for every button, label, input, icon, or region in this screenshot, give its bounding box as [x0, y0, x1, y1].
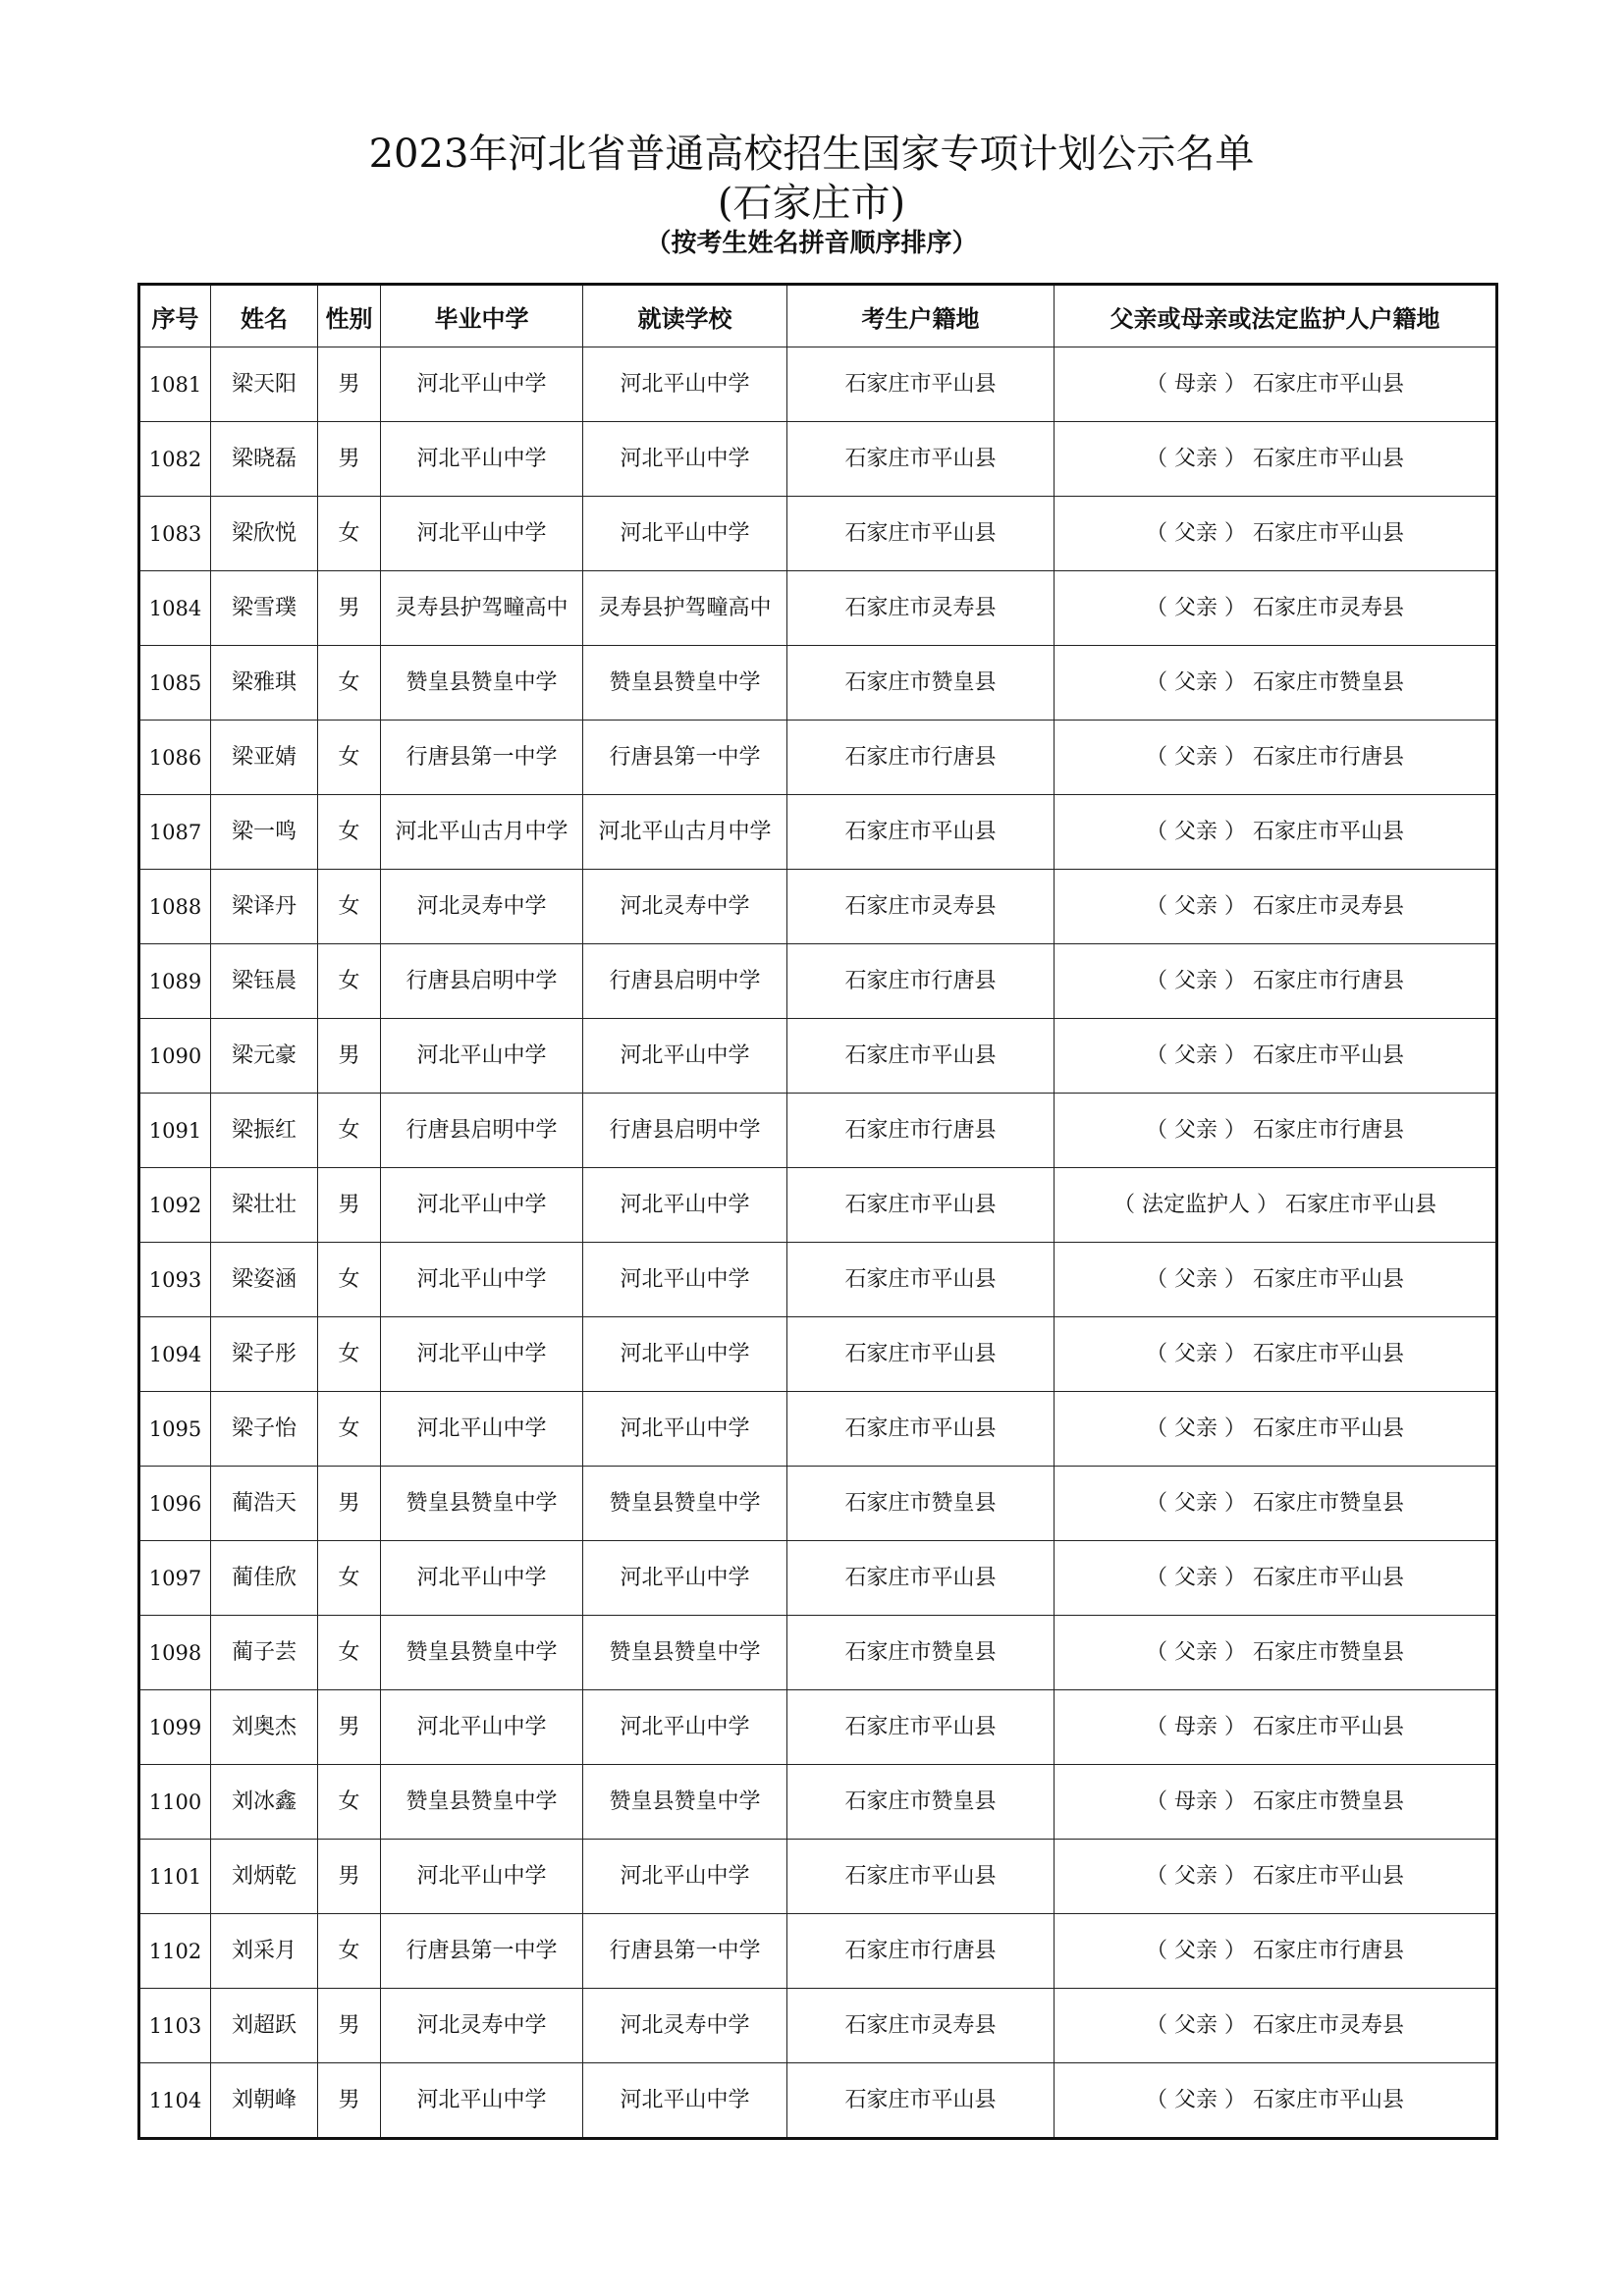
cell-graduation-school: 河北平山中学 — [381, 497, 583, 571]
table-row — [139, 1317, 1497, 1392]
cell-name: 梁欣悦 — [211, 497, 318, 571]
cell-current-school: 河北平山中学 — [583, 1243, 787, 1317]
cell-student-residence: 石家庄市平山县 — [787, 1019, 1055, 1094]
cell-name: 梁晓磊 — [211, 422, 318, 497]
cell-gender: 男 — [318, 571, 381, 646]
cell-student-residence: 石家庄市平山县 — [787, 1541, 1055, 1616]
cell-current-school: 河北平山中学 — [583, 2063, 787, 2139]
cell-graduation-school: 河北平山中学 — [381, 1541, 583, 1616]
table-row — [139, 571, 1497, 646]
cell-gender: 男 — [318, 1168, 381, 1243]
table-row — [139, 1168, 1497, 1243]
cell-graduation-school: 河北平山中学 — [381, 1168, 583, 1243]
cell-index: 1103 — [139, 1989, 211, 2063]
cell-current-school: 河北灵寿中学 — [583, 1989, 787, 2063]
cell-graduation-school: 河北平山中学 — [381, 1392, 583, 1467]
document-title: 2023年河北省普通高校招生国家专项计划公示名单 — [368, 132, 1255, 177]
cell-guardian-residence: （ 父亲 ） 石家庄市平山县 — [1055, 1392, 1497, 1467]
cell-current-school: 河北平山中学 — [583, 1541, 787, 1616]
cell-current-school: 河北平山中学 — [583, 1019, 787, 1094]
cell-name: 梁钰晨 — [211, 944, 318, 1019]
cell-graduation-school: 灵寿县护驾疃高中 — [381, 571, 583, 646]
cell-student-residence: 石家庄市平山县 — [787, 1243, 1055, 1317]
cell-guardian-residence: （ 父亲 ） 石家庄市平山县 — [1055, 1243, 1497, 1317]
cell-gender: 男 — [318, 1840, 381, 1914]
cell-graduation-school: 河北平山中学 — [381, 422, 583, 497]
cell-index: 1096 — [139, 1467, 211, 1541]
cell-graduation-school: 行唐县启明中学 — [381, 944, 583, 1019]
cell-gender: 男 — [318, 1989, 381, 2063]
cell-guardian-residence: （ 父亲 ） 石家庄市赞皇县 — [1055, 1616, 1497, 1690]
cell-current-school: 赞皇县赞皇中学 — [583, 1765, 787, 1840]
table-row — [139, 1392, 1497, 1467]
cell-guardian-residence: （ 父亲 ） 石家庄市灵寿县 — [1055, 571, 1497, 646]
header-current-school: 就读学校 — [583, 285, 787, 347]
cell-index: 1086 — [139, 721, 211, 795]
cell-index: 1104 — [139, 2063, 211, 2139]
cell-name: 蔺浩天 — [211, 1467, 318, 1541]
cell-gender: 男 — [318, 422, 381, 497]
cell-index: 1089 — [139, 944, 211, 1019]
cell-student-residence: 石家庄市赞皇县 — [787, 1467, 1055, 1541]
header-graduation-school: 毕业中学 — [381, 285, 583, 347]
cell-index: 1102 — [139, 1914, 211, 1989]
table-header-row — [139, 285, 1497, 347]
cell-graduation-school: 行唐县第一中学 — [381, 721, 583, 795]
cell-name: 刘冰鑫 — [211, 1765, 318, 1840]
cell-current-school: 河北平山中学 — [583, 1690, 787, 1765]
table-row — [139, 497, 1497, 571]
cell-index: 1095 — [139, 1392, 211, 1467]
table-row — [139, 870, 1497, 944]
cell-graduation-school: 河北平山中学 — [381, 347, 583, 422]
cell-gender: 男 — [318, 1690, 381, 1765]
cell-index: 1081 — [139, 347, 211, 422]
cell-guardian-residence: （ 父亲 ） 石家庄市灵寿县 — [1055, 870, 1497, 944]
cell-gender: 女 — [318, 944, 381, 1019]
cell-gender: 女 — [318, 1541, 381, 1616]
table-row — [139, 1243, 1497, 1317]
student-list-table — [137, 283, 1498, 2140]
cell-gender: 女 — [318, 1317, 381, 1392]
table-row — [139, 1765, 1497, 1840]
cell-index: 1087 — [139, 795, 211, 870]
cell-gender: 女 — [318, 497, 381, 571]
cell-current-school: 行唐县启明中学 — [583, 1094, 787, 1168]
cell-graduation-school: 河北平山中学 — [381, 1317, 583, 1392]
cell-current-school: 河北平山中学 — [583, 497, 787, 571]
cell-gender: 女 — [318, 1914, 381, 1989]
cell-index: 1088 — [139, 870, 211, 944]
cell-index: 1084 — [139, 571, 211, 646]
table-row — [139, 2063, 1497, 2139]
table-row — [139, 795, 1497, 870]
cell-guardian-residence: （ 母亲 ） 石家庄市平山县 — [1055, 347, 1497, 422]
cell-guardian-residence: （ 父亲 ） 石家庄市平山县 — [1055, 1541, 1497, 1616]
cell-name: 梁译丹 — [211, 870, 318, 944]
table-row — [139, 347, 1497, 422]
cell-name: 梁雪璞 — [211, 571, 318, 646]
cell-student-residence: 石家庄市平山县 — [787, 1690, 1055, 1765]
document-sort-note: （按考生姓名拼音顺序排序） — [645, 229, 978, 258]
cell-student-residence: 石家庄市平山县 — [787, 1317, 1055, 1392]
cell-name: 梁振红 — [211, 1094, 318, 1168]
cell-graduation-school: 行唐县第一中学 — [381, 1914, 583, 1989]
cell-index: 1094 — [139, 1317, 211, 1392]
cell-current-school: 河北平山中学 — [583, 1317, 787, 1392]
cell-current-school: 河北平山中学 — [583, 1840, 787, 1914]
cell-guardian-residence: （ 父亲 ） 石家庄市行唐县 — [1055, 1914, 1497, 1989]
header-index: 序号 — [139, 285, 211, 347]
cell-student-residence: 石家庄市平山县 — [787, 497, 1055, 571]
cell-current-school: 灵寿县护驾疃高中 — [583, 571, 787, 646]
cell-name: 梁雅琪 — [211, 646, 318, 721]
cell-student-residence: 石家庄市平山县 — [787, 347, 1055, 422]
cell-student-residence: 石家庄市平山县 — [787, 795, 1055, 870]
cell-current-school: 河北平山中学 — [583, 1392, 787, 1467]
cell-index: 1090 — [139, 1019, 211, 1094]
cell-guardian-residence: （ 父亲 ） 石家庄市平山县 — [1055, 795, 1497, 870]
table-row — [139, 1541, 1497, 1616]
cell-guardian-residence: （ 父亲 ） 石家庄市平山县 — [1055, 422, 1497, 497]
cell-guardian-residence: （ 父亲 ） 石家庄市平山县 — [1055, 497, 1497, 571]
cell-student-residence: 石家庄市赞皇县 — [787, 1765, 1055, 1840]
cell-guardian-residence: （ 父亲 ） 石家庄市赞皇县 — [1055, 646, 1497, 721]
cell-current-school: 河北灵寿中学 — [583, 870, 787, 944]
cell-guardian-residence: （ 父亲 ） 石家庄市行唐县 — [1055, 721, 1497, 795]
cell-graduation-school: 河北平山中学 — [381, 2063, 583, 2139]
cell-student-residence: 石家庄市灵寿县 — [787, 1989, 1055, 2063]
table-row — [139, 1690, 1497, 1765]
cell-name: 梁天阳 — [211, 347, 318, 422]
cell-name: 梁亚婧 — [211, 721, 318, 795]
cell-gender: 女 — [318, 1765, 381, 1840]
cell-name: 梁元豪 — [211, 1019, 318, 1094]
cell-gender: 男 — [318, 347, 381, 422]
header-name: 姓名 — [211, 285, 318, 347]
cell-index: 1085 — [139, 646, 211, 721]
cell-name: 梁子怡 — [211, 1392, 318, 1467]
cell-name: 梁一鸣 — [211, 795, 318, 870]
cell-gender: 女 — [318, 1616, 381, 1690]
cell-gender: 女 — [318, 870, 381, 944]
cell-guardian-residence: （ 父亲 ） 石家庄市平山县 — [1055, 2063, 1497, 2139]
cell-index: 1092 — [139, 1168, 211, 1243]
table-row — [139, 721, 1497, 795]
cell-current-school: 行唐县启明中学 — [583, 944, 787, 1019]
cell-student-residence: 石家庄市行唐县 — [787, 944, 1055, 1019]
cell-gender: 男 — [318, 1467, 381, 1541]
cell-graduation-school: 赞皇县赞皇中学 — [381, 1467, 583, 1541]
table-row — [139, 1616, 1497, 1690]
cell-guardian-residence: （ 父亲 ） 石家庄市行唐县 — [1055, 1094, 1497, 1168]
cell-student-residence: 石家庄市灵寿县 — [787, 870, 1055, 944]
table-row — [139, 646, 1497, 721]
cell-index: 1091 — [139, 1094, 211, 1168]
cell-current-school: 河北平山古月中学 — [583, 795, 787, 870]
cell-index: 1099 — [139, 1690, 211, 1765]
cell-gender: 女 — [318, 721, 381, 795]
cell-graduation-school: 赞皇县赞皇中学 — [381, 1616, 583, 1690]
cell-gender: 女 — [318, 1392, 381, 1467]
cell-graduation-school: 行唐县启明中学 — [381, 1094, 583, 1168]
cell-name: 梁壮壮 — [211, 1168, 318, 1243]
cell-student-residence: 石家庄市行唐县 — [787, 1094, 1055, 1168]
cell-student-residence: 石家庄市平山县 — [787, 422, 1055, 497]
table-row — [139, 422, 1497, 497]
cell-graduation-school: 河北平山古月中学 — [381, 795, 583, 870]
cell-name: 刘采月 — [211, 1914, 318, 1989]
cell-index: 1083 — [139, 497, 211, 571]
cell-guardian-residence: （ 母亲 ） 石家庄市赞皇县 — [1055, 1765, 1497, 1840]
cell-current-school: 河北平山中学 — [583, 422, 787, 497]
cell-guardian-residence: （ 父亲 ） 石家庄市灵寿县 — [1055, 1989, 1497, 2063]
cell-current-school: 行唐县第一中学 — [583, 721, 787, 795]
cell-name: 梁子彤 — [211, 1317, 318, 1392]
cell-index: 1101 — [139, 1840, 211, 1914]
cell-current-school: 行唐县第一中学 — [583, 1914, 787, 1989]
cell-graduation-school: 河北灵寿中学 — [381, 1989, 583, 2063]
cell-gender: 女 — [318, 1243, 381, 1317]
cell-index: 1082 — [139, 422, 211, 497]
cell-name: 刘超跃 — [211, 1989, 318, 2063]
cell-guardian-residence: （ 父亲 ） 石家庄市平山县 — [1055, 1317, 1497, 1392]
cell-index: 1097 — [139, 1541, 211, 1616]
cell-name: 梁姿涵 — [211, 1243, 318, 1317]
cell-student-residence: 石家庄市平山县 — [787, 1168, 1055, 1243]
table-row — [139, 944, 1497, 1019]
cell-current-school: 赞皇县赞皇中学 — [583, 1467, 787, 1541]
table-row — [139, 1989, 1497, 2063]
header-gender: 性别 — [318, 285, 381, 347]
cell-guardian-residence: （ 父亲 ） 石家庄市平山县 — [1055, 1019, 1497, 1094]
cell-graduation-school: 赞皇县赞皇中学 — [381, 646, 583, 721]
cell-student-residence: 石家庄市行唐县 — [787, 721, 1055, 795]
cell-gender: 女 — [318, 646, 381, 721]
table-row — [139, 1467, 1497, 1541]
cell-graduation-school: 河北平山中学 — [381, 1690, 583, 1765]
cell-graduation-school: 河北平山中学 — [381, 1019, 583, 1094]
header-student-residence: 考生户籍地 — [787, 285, 1055, 347]
cell-current-school: 河北平山中学 — [583, 347, 787, 422]
cell-current-school: 河北平山中学 — [583, 1168, 787, 1243]
table-row — [139, 1840, 1497, 1914]
cell-guardian-residence: （ 法定监护人 ） 石家庄市平山县 — [1055, 1168, 1497, 1243]
cell-student-residence: 石家庄市灵寿县 — [787, 571, 1055, 646]
cell-name: 蔺佳欣 — [211, 1541, 318, 1616]
cell-student-residence: 石家庄市平山县 — [787, 1392, 1055, 1467]
cell-guardian-residence: （ 母亲 ） 石家庄市平山县 — [1055, 1690, 1497, 1765]
cell-student-residence: 石家庄市行唐县 — [787, 1914, 1055, 1989]
cell-gender: 男 — [318, 2063, 381, 2139]
cell-student-residence: 石家庄市赞皇县 — [787, 1616, 1055, 1690]
cell-graduation-school: 河北灵寿中学 — [381, 870, 583, 944]
cell-gender: 男 — [318, 1019, 381, 1094]
cell-guardian-residence: （ 父亲 ） 石家庄市赞皇县 — [1055, 1467, 1497, 1541]
cell-name: 刘炳乾 — [211, 1840, 318, 1914]
cell-name: 刘朝峰 — [211, 2063, 318, 2139]
table-row — [139, 1019, 1497, 1094]
cell-current-school: 赞皇县赞皇中学 — [583, 1616, 787, 1690]
document-subtitle-city: (石家庄市) — [717, 181, 906, 226]
cell-gender: 女 — [318, 795, 381, 870]
cell-student-residence: 石家庄市平山县 — [787, 2063, 1055, 2139]
table-row — [139, 1914, 1497, 1989]
cell-index: 1100 — [139, 1765, 211, 1840]
cell-gender: 女 — [318, 1094, 381, 1168]
cell-index: 1098 — [139, 1616, 211, 1690]
cell-graduation-school: 赞皇县赞皇中学 — [381, 1765, 583, 1840]
cell-guardian-residence: （ 父亲 ） 石家庄市平山县 — [1055, 1840, 1497, 1914]
cell-current-school: 赞皇县赞皇中学 — [583, 646, 787, 721]
cell-graduation-school: 河北平山中学 — [381, 1840, 583, 1914]
cell-name: 蔺子芸 — [211, 1616, 318, 1690]
cell-graduation-school: 河北平山中学 — [381, 1243, 583, 1317]
cell-index: 1093 — [139, 1243, 211, 1317]
cell-guardian-residence: （ 父亲 ） 石家庄市行唐县 — [1055, 944, 1497, 1019]
cell-student-residence: 石家庄市平山县 — [787, 1840, 1055, 1914]
header-guardian-residence: 父亲或母亲或法定监护人户籍地 — [1055, 285, 1497, 347]
cell-student-residence: 石家庄市赞皇县 — [787, 646, 1055, 721]
table-row — [139, 1094, 1497, 1168]
cell-name: 刘奥杰 — [211, 1690, 318, 1765]
